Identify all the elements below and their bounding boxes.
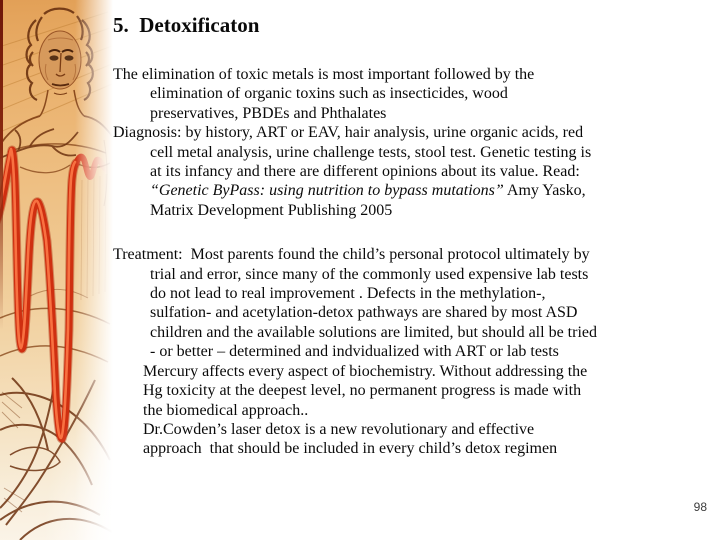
text-line xyxy=(113,420,720,439)
text-segment: Dr.Cowden’s laser detox is a new revolutionary and effective xyxy=(143,420,535,438)
text-segment: - or better – determined and indvidualized with ART or lab tests xyxy=(150,343,559,361)
text-segment: The elimination of toxic metals is most important followed by the xyxy=(113,66,535,83)
text-line xyxy=(113,401,720,420)
text-line xyxy=(113,284,720,303)
text-segment: Hg toxicity at the deepest level, no permanent progress is made with xyxy=(143,382,582,400)
book-title-italic: “Genetic ByPass: using nutrition to bypass mutations” xyxy=(150,182,504,200)
text-segment: approach that should be included in every child’s detox regimen xyxy=(143,440,558,458)
text-block xyxy=(113,65,720,220)
left-edge-strip xyxy=(0,0,3,330)
text-line xyxy=(113,265,720,284)
text-line xyxy=(113,84,720,103)
text-segment: cell metal analysis, urine challenge tests, stool test. Genetic testing is xyxy=(150,143,592,161)
text-line xyxy=(113,362,720,381)
text-segment: children and the available solutions are limited, but should all be tried xyxy=(150,323,597,341)
text-block xyxy=(113,245,720,458)
text-segment: trial and error, since many of the commonly used expensive lab tests xyxy=(150,265,589,283)
text-segment: Mercury affects every aspect of biochemistry. Without addressing the xyxy=(143,362,588,380)
text-line xyxy=(113,143,720,162)
text-line xyxy=(113,303,720,322)
text-line xyxy=(113,342,720,361)
text-segment: at its infancy and there are different opinions about its value. Read: xyxy=(150,163,580,181)
text-segment: preservatives, PBDEs and Phthalates xyxy=(150,104,387,122)
text-line xyxy=(113,323,720,342)
text-segment: the biomedical approach.. xyxy=(143,401,309,419)
text-segment: Matrix Development Publishing 2005 xyxy=(150,201,393,219)
text-line xyxy=(113,123,720,142)
text-segment: Diagnosis: by history, ART or EAV, hair analysis, urine organic acids, red xyxy=(113,124,584,142)
text-segment: Amy Yasko, xyxy=(503,182,586,200)
slide-content xyxy=(113,0,720,459)
text-segment: sulfation- and acetylation-detox pathways are shared by most ASD xyxy=(150,304,578,322)
text-line xyxy=(113,181,720,200)
slide-body xyxy=(113,65,720,459)
text-line xyxy=(113,65,720,84)
text-segment: Treatment: Most parents found the child’s personal protocol ultimately by xyxy=(113,246,590,264)
anatomical-sketch-art xyxy=(0,0,113,540)
text-line xyxy=(113,381,720,400)
text-segment: elimination of organic toxins such as insecticides, wood xyxy=(150,85,508,103)
text-segment: do not lead to real improvement . Defects in the methylation-, xyxy=(150,285,546,303)
text-line xyxy=(113,439,720,458)
text-line xyxy=(113,201,720,220)
text-line xyxy=(113,162,720,181)
text-line xyxy=(113,245,720,264)
text-line xyxy=(113,104,720,123)
art-bottom-fade xyxy=(43,380,113,540)
slide-title: 5. Detoxificaton xyxy=(113,13,260,37)
page-number: 98 xyxy=(693,500,707,514)
